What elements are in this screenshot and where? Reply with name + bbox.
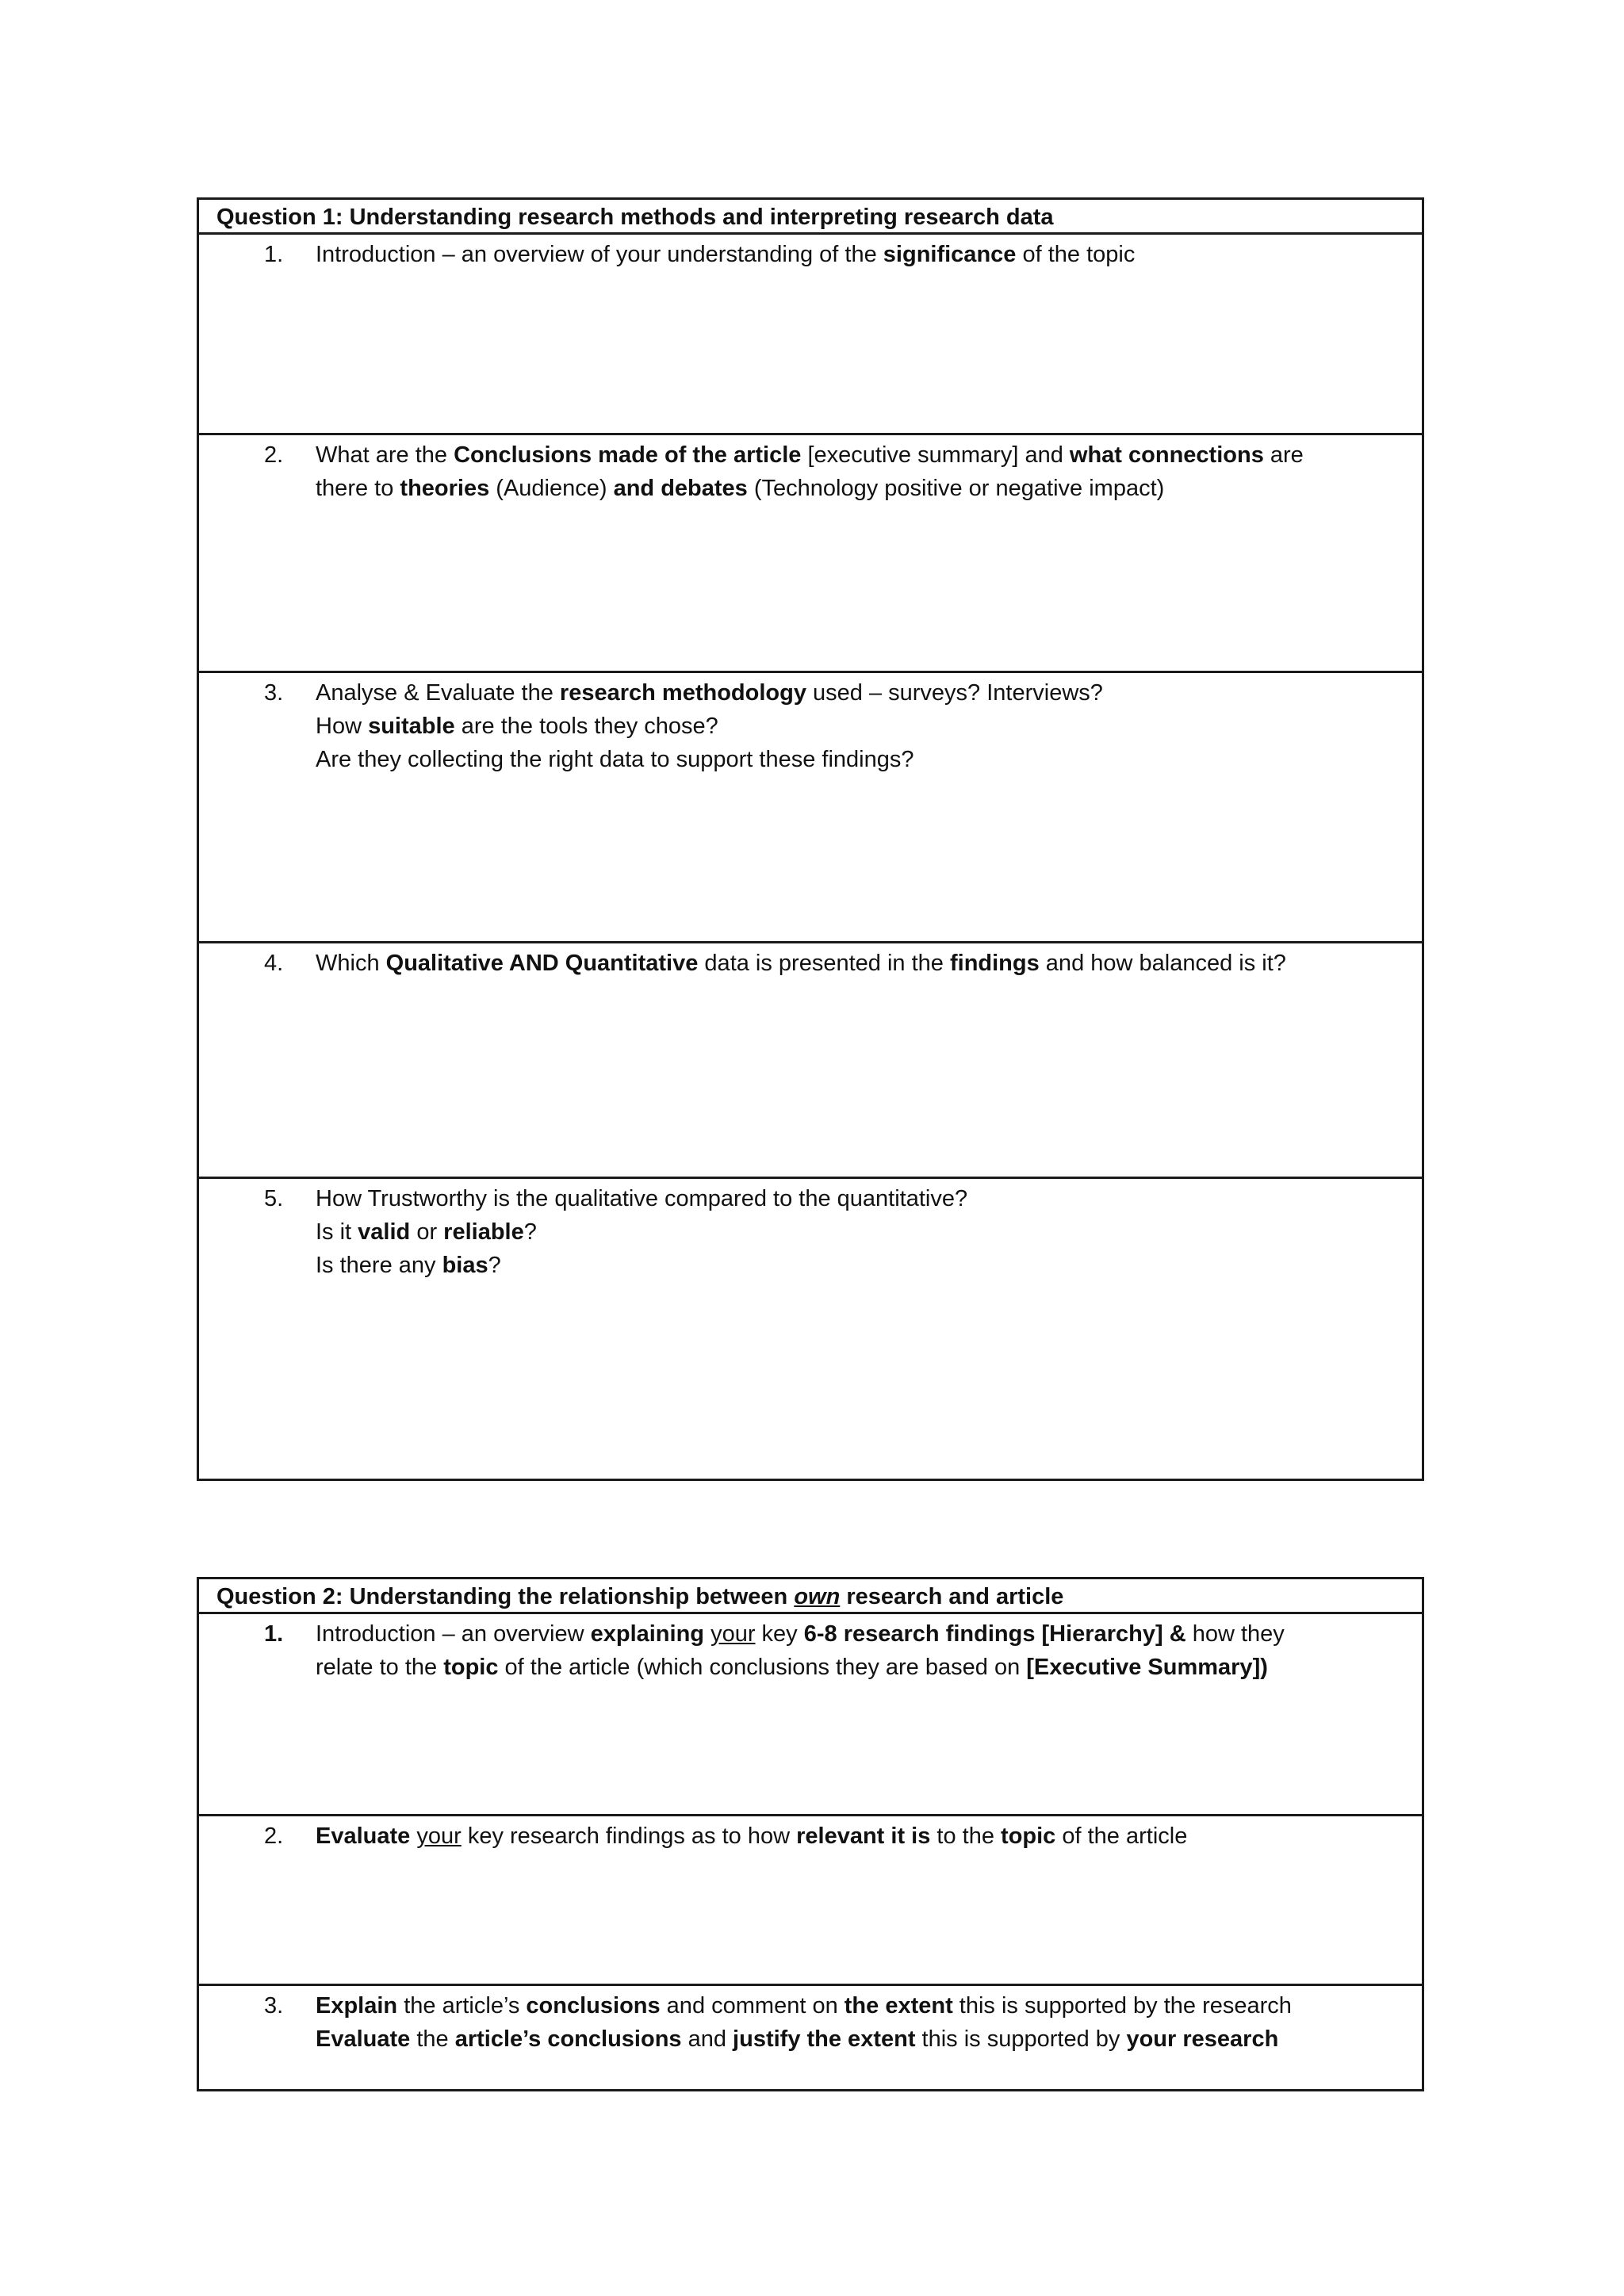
question-1-header: Question 1: Understanding research methods and interpreting research data [199,200,1422,235]
item-number: 1. [264,242,284,267]
item-number: 5. [264,1186,284,1211]
question-1-row-2[interactable] [199,435,1422,673]
question-2-row-2[interactable] [199,1816,1422,1986]
question-2-header: Question 2: Understanding the relationship between own research and article [199,1579,1422,1614]
question-1-row-4[interactable] [199,943,1422,1179]
item-text: Introduction – an overview explaining your key 6-8 research findings [Hierarchy] & how they relate to the topic of the article (which conclusions they are based on [Executive Summary]) [316,1621,1285,1680]
item-number: 3. [264,1993,284,2019]
question-2-row-3[interactable] [199,1986,1422,2089]
item-number: 4. [264,951,284,976]
question-1-row-5[interactable] [199,1179,1422,1479]
item-text: Analyse & Evaluate the research methodology used – surveys? Interviews? How suitable are the tools they chose? Are they collecting the right data to support these findings? [316,680,1103,772]
item-text: Explain the article’s conclusions and comment on the extent this is supported by the research Evaluate the article’s conclusions and justify the extent this is supported by your research [316,1993,1292,2052]
item-number: 2. [264,1823,284,1849]
item-number: 2. [264,442,284,468]
item-text: Which Qualitative AND Quantitative data is presented in the findings and how balanced is it? [316,951,1286,976]
item-text: Introduction – an overview of your understanding of the significance of the topic [316,242,1136,267]
item-number: 1. [264,1621,284,1647]
question-1-row-3[interactable] [199,673,1422,943]
question-2-table [197,1577,1424,2091]
item-text: Evaluate your key research findings as to how relevant it is to the topic of the article [316,1823,1188,1849]
question-2-row-1[interactable] [199,1614,1422,1816]
item-text: How Trustworthy is the qualitative compared to the quantitative? Is it valid or reliable? Is there any bias? [316,1186,968,1278]
item-number: 3. [264,680,284,706]
question-1-table [197,197,1424,1481]
item-text: What are the Conclusions made of the article [executive summary] and what connections are there to theories (Audience) and debates (Technology positive or negative impact) [316,442,1304,501]
question-1-row-1[interactable] [199,235,1422,435]
